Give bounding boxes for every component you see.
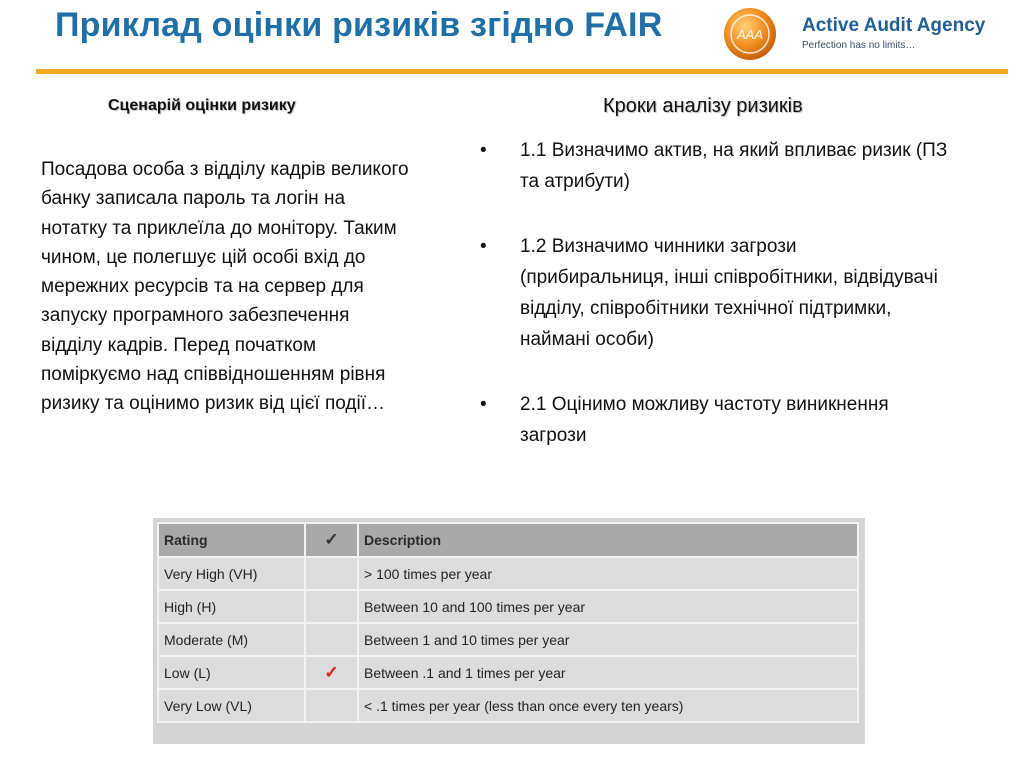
logo-name: Active Audit Agency bbox=[802, 15, 986, 36]
table-row bbox=[158, 689, 858, 722]
rating-cell: Very High (VH) bbox=[158, 557, 305, 590]
table-row bbox=[158, 590, 858, 623]
checkmark-icon: ✓ bbox=[324, 530, 339, 549]
step-text: 2.1 Оцінимо можливу частоту виникнення загрози bbox=[520, 394, 889, 446]
page-title: Приклад оцінки ризиків згідно FAIR bbox=[55, 6, 663, 44]
description-cell: Between .1 and 1 times per year bbox=[358, 656, 858, 689]
step-item bbox=[480, 389, 950, 451]
rating-cell: High (H) bbox=[158, 590, 305, 623]
description-cell: < .1 times per year (less than once every ten years) bbox=[358, 689, 858, 722]
description-cell: > 100 times per year bbox=[358, 557, 858, 590]
check-cell bbox=[305, 689, 358, 722]
checkmark-icon: ✓ bbox=[324, 662, 339, 682]
check-cell bbox=[305, 623, 358, 656]
check-cell bbox=[305, 557, 358, 590]
steps-heading: Кроки аналізу ризиків bbox=[603, 95, 803, 117]
scenario-heading: Сценарій оцінки ризику bbox=[108, 97, 296, 114]
step-text: 1.2 Визначимо чинники загрози (прибиральниця, інші співробітники, відвідувачі відділу, співробітники технічної підтримки, наймані особи) bbox=[520, 236, 938, 350]
step-item bbox=[480, 135, 950, 197]
table-row bbox=[158, 623, 858, 656]
bullet-icon: • bbox=[480, 140, 487, 161]
frequency-rating-table-image bbox=[153, 518, 865, 744]
step-text: 1.1 Визначимо актив, на який впливає ризик (ПЗ та атрибути) bbox=[520, 140, 948, 192]
scenario-text: Посадова особа з відділу кадрів великого банку записала пароль та логін на нотатку та приклеїла до монітору. Таким чином, це полегшує цій особі вхід до мережних ресурсів та на сервер для запуску програмного забезпечення відділу кадрів. Перед початком поміркуємо над співвідношенням рівня ризику та оцінимо ризик від цієї події… bbox=[41, 159, 409, 415]
steps-list bbox=[480, 135, 950, 451]
column-header-description: Description bbox=[358, 523, 858, 557]
header-divider bbox=[36, 69, 1008, 74]
rating-cell: Low (L) bbox=[158, 656, 305, 689]
company-logo bbox=[722, 6, 1012, 62]
logo-emblem-icon bbox=[722, 6, 782, 62]
svg-text:AAA: AAA bbox=[736, 27, 764, 42]
check-cell bbox=[305, 590, 358, 623]
description-cell: Between 1 and 10 times per year bbox=[358, 623, 858, 656]
step-item bbox=[480, 231, 950, 355]
column-header-check bbox=[305, 523, 358, 557]
check-cell bbox=[305, 656, 358, 689]
frequency-rating-table bbox=[157, 522, 859, 723]
table-header-row bbox=[158, 523, 858, 557]
column-header-rating: Rating bbox=[158, 523, 305, 557]
table-row bbox=[158, 557, 858, 590]
logo-tagline: Perfection has no limits… bbox=[802, 40, 916, 51]
rating-cell: Moderate (M) bbox=[158, 623, 305, 656]
rating-cell: Very Low (VL) bbox=[158, 689, 305, 722]
description-cell: Between 10 and 100 times per year bbox=[358, 590, 858, 623]
bullet-icon: • bbox=[480, 236, 487, 257]
bullet-icon: • bbox=[480, 394, 487, 415]
table-row bbox=[158, 656, 858, 689]
